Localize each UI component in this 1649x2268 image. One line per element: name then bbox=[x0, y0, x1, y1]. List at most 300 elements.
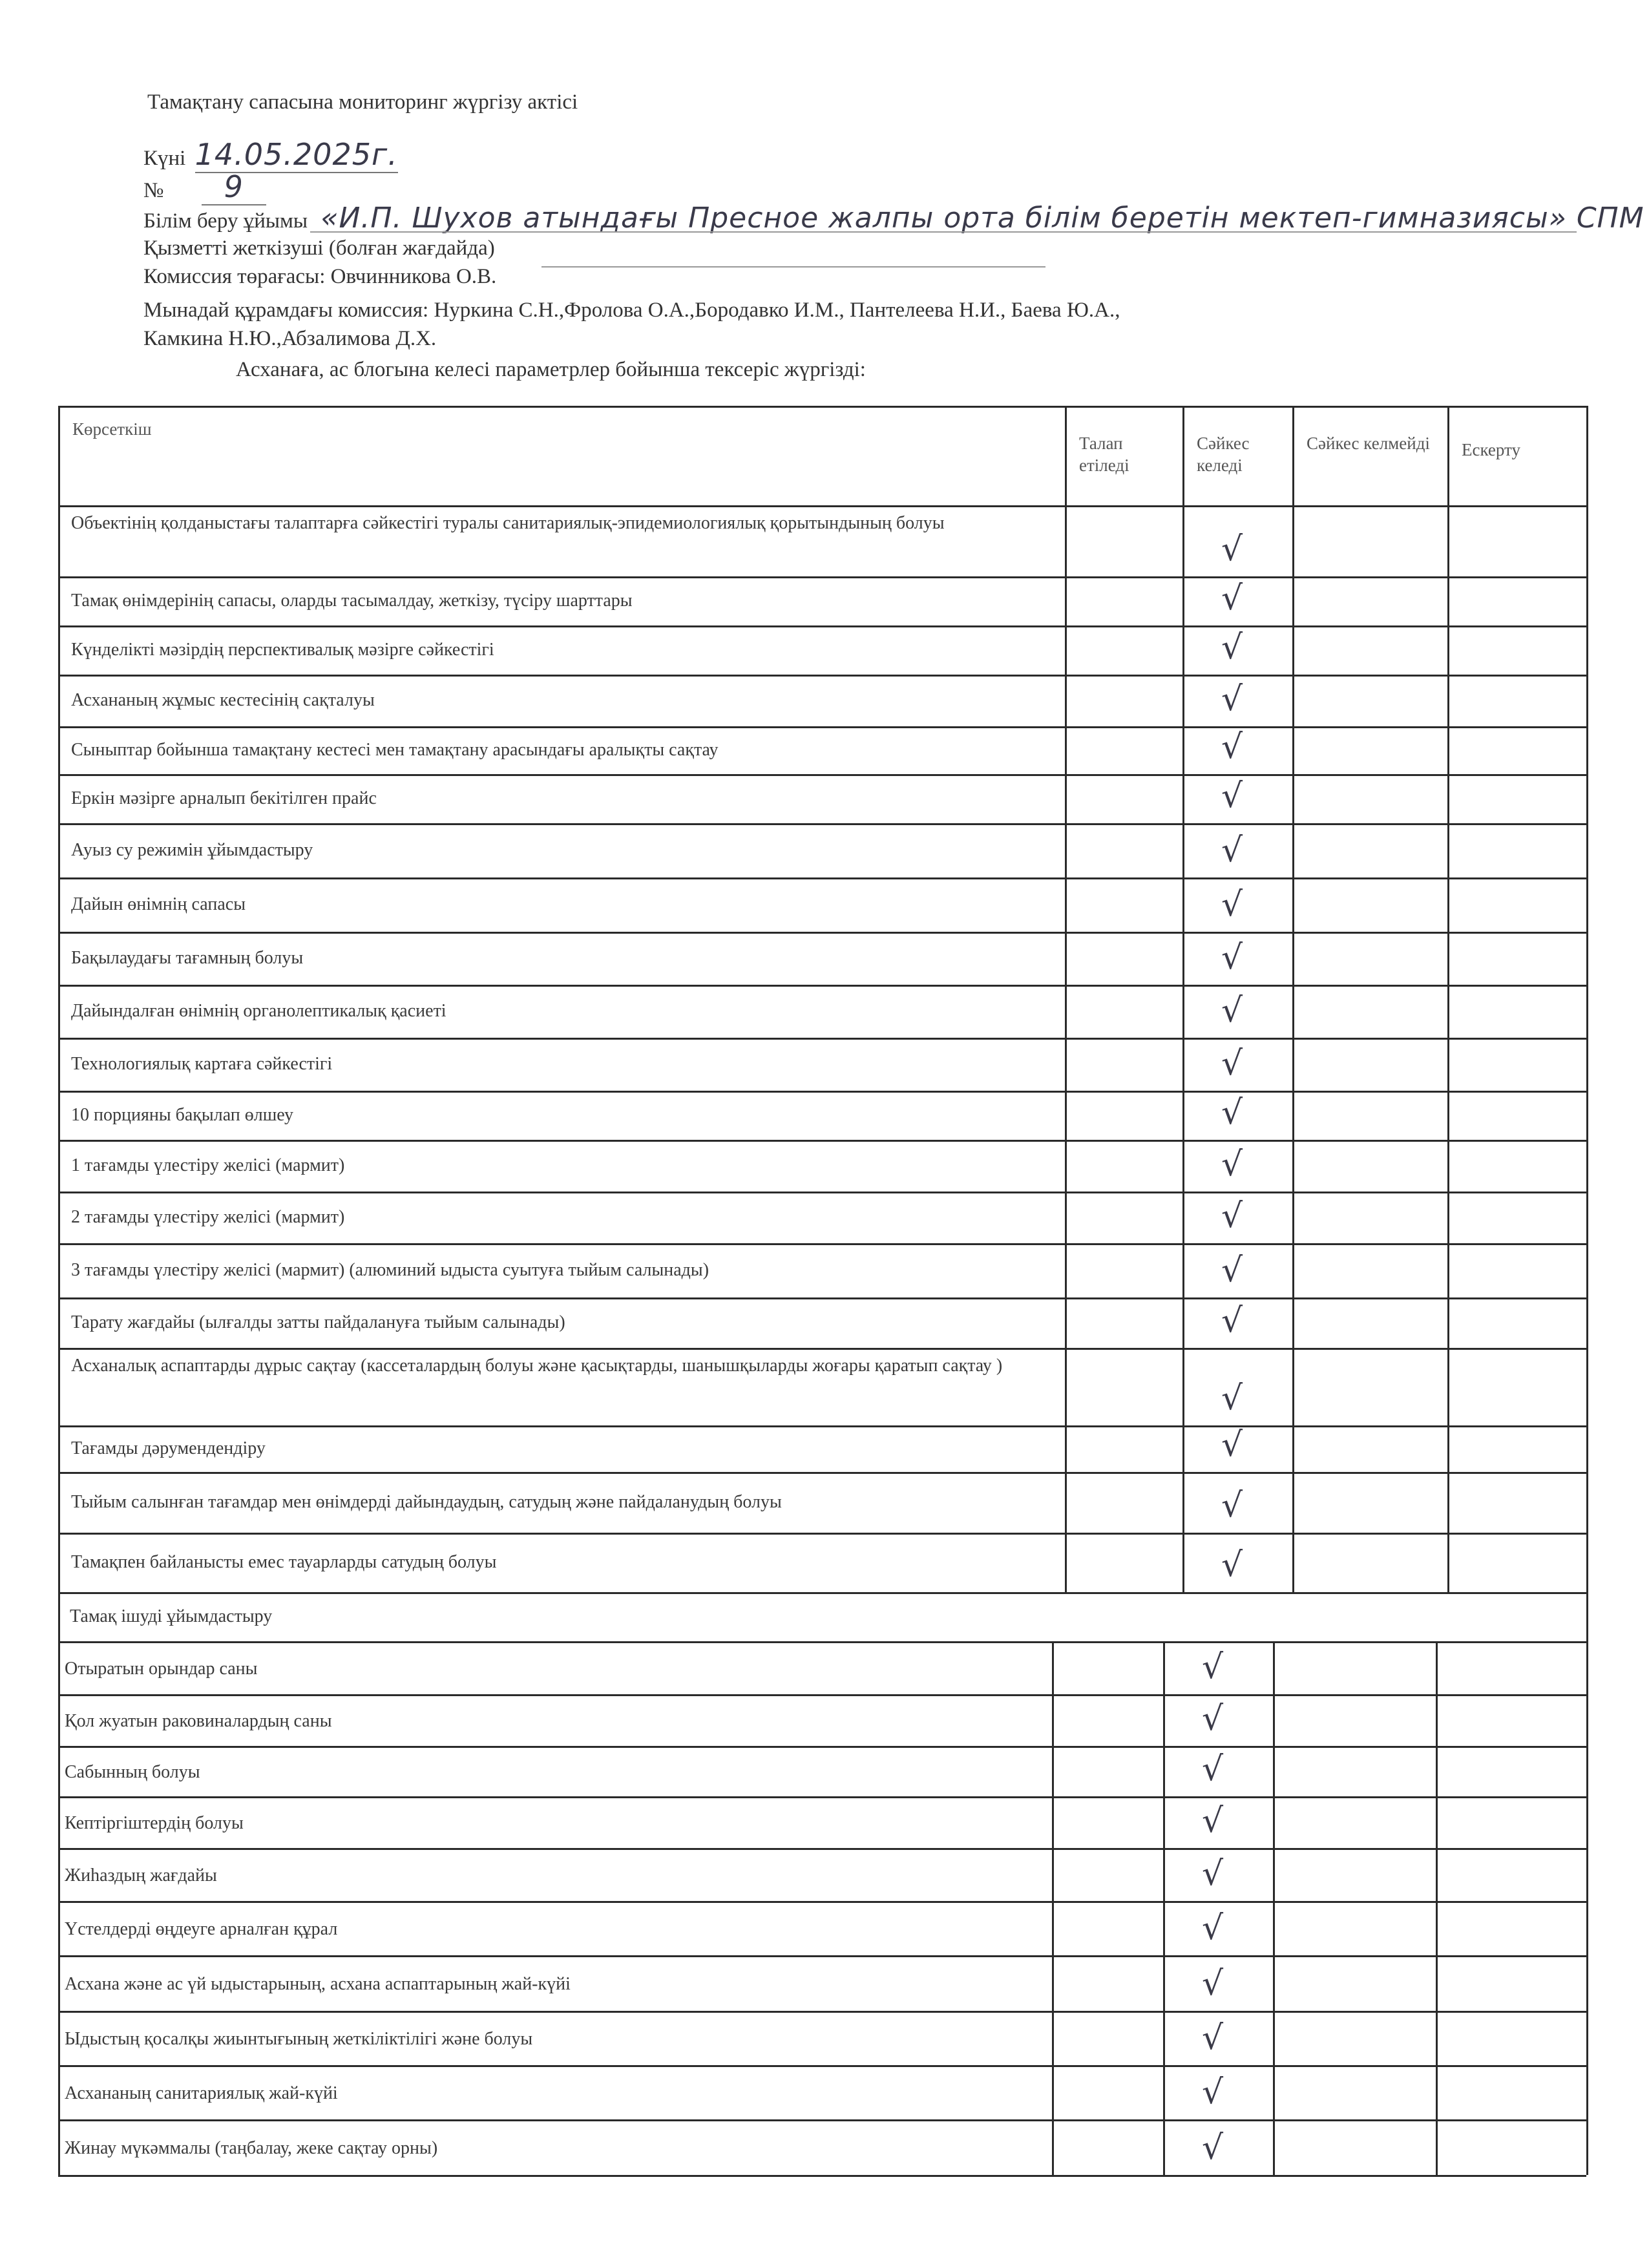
table-rule bbox=[58, 1533, 1586, 1535]
table-column-rule bbox=[1065, 1038, 1067, 1091]
table-column-rule bbox=[58, 1472, 60, 1533]
table-column-rule bbox=[1447, 675, 1449, 726]
table-column-rule bbox=[1052, 2011, 1054, 2065]
table-row-indicator: 3 тағамды үлестіру желісі (мармит) (алюминий ыдыста суытуға тыйым салынады) bbox=[71, 1260, 709, 1280]
table-rule bbox=[58, 1297, 1586, 1299]
table-row-indicator: Тыйым салынған тағамдар мен өнімдерді дайындаудың, сатудың және пайдаланудың болуы bbox=[71, 1492, 782, 1512]
table-column-rule bbox=[1586, 2011, 1588, 2065]
table-row-indicator: Дайындалған өнімнің органолептикалық қасиеті bbox=[71, 1001, 446, 1021]
table-column-rule bbox=[1292, 1297, 1294, 1348]
table-column-rule bbox=[1065, 1533, 1067, 1592]
table-column-rule bbox=[58, 675, 60, 726]
table-rule bbox=[58, 2011, 1586, 2013]
table-column-rule bbox=[1065, 1297, 1067, 1348]
table-column-rule bbox=[1586, 985, 1588, 1038]
table-column-rule bbox=[1586, 675, 1588, 726]
table-column-rule bbox=[1292, 1038, 1294, 1091]
check-mark-compliant: √ bbox=[1221, 1251, 1243, 1290]
supplier-label: Қызметті жеткізуші (болған жағдайда) bbox=[143, 236, 495, 260]
table-column-rule bbox=[1292, 1140, 1294, 1192]
table-column-rule bbox=[1447, 1297, 1449, 1348]
table-column-rule bbox=[1292, 406, 1294, 505]
table-column-rule bbox=[1586, 576, 1588, 625]
table-rule bbox=[58, 1901, 1586, 1903]
table-row-indicator: Тарату жағдайы (ылғалды затты пайдалануға тыйым салынады) bbox=[71, 1312, 565, 1332]
check-mark-compliant: √ bbox=[1221, 579, 1243, 618]
table-column-rule bbox=[1182, 1297, 1184, 1348]
table-column-rule bbox=[58, 1796, 60, 1848]
check-mark-compliant: √ bbox=[1221, 680, 1243, 719]
table-column-rule bbox=[1292, 932, 1294, 985]
table-rule bbox=[58, 1243, 1586, 1245]
table-row-indicator: Сыныптар бойынша тамақтану кестесі мен тамақтану арасындағы аралықты сақтау bbox=[71, 740, 719, 760]
table-column-rule bbox=[1447, 1533, 1449, 1592]
commission-members-2: Камкина Н.Ю.,Абзалимова Д.Х. bbox=[143, 327, 437, 350]
table-column-rule bbox=[1436, 2011, 1438, 2065]
table-column-rule bbox=[58, 1192, 60, 1243]
table-column-rule bbox=[1586, 1243, 1588, 1297]
table-column-rule bbox=[1182, 877, 1184, 932]
table-column-rule bbox=[1273, 1746, 1275, 1796]
supplier-row bbox=[143, 236, 495, 260]
table-column-rule bbox=[58, 1641, 60, 1694]
table-column-rule bbox=[58, 505, 60, 576]
table-row-indicator: Кептіргіштердің болуы bbox=[65, 1813, 244, 1833]
table-column-rule bbox=[1586, 1140, 1588, 1192]
table-column-rule bbox=[58, 1901, 60, 1955]
table-row-indicator: Ауыз су режимін ұйымдастыру bbox=[71, 840, 313, 860]
check-mark-compliant: √ bbox=[1221, 628, 1243, 667]
document-title: Тамақтану сапасына мониторинг жүргізу актісі bbox=[147, 90, 578, 114]
table-rule bbox=[58, 774, 1586, 776]
table-rule bbox=[58, 2119, 1586, 2121]
table-rule bbox=[58, 625, 1586, 627]
table-column-rule bbox=[1447, 576, 1449, 625]
school-value: «И.П. Шухов атындағы Пресное жалпы орта білім беретін мектеп-гимназиясы» СПМ bbox=[320, 202, 1644, 235]
table-column-rule bbox=[1273, 2119, 1275, 2175]
table-rule bbox=[58, 1038, 1586, 1040]
table-rule bbox=[58, 985, 1586, 987]
table-column-rule bbox=[1586, 1472, 1588, 1533]
table-column-rule bbox=[58, 1533, 60, 1592]
table-column-rule bbox=[1447, 1038, 1449, 1091]
table-column-rule bbox=[1163, 1848, 1165, 1901]
table-column-rule bbox=[1065, 774, 1067, 823]
table-column-rule bbox=[1273, 1796, 1275, 1848]
table-row-indicator: Жинау мүкәммалы (таңбалау, жеке сақтау орны) bbox=[65, 2138, 438, 2158]
table-column-rule bbox=[1586, 625, 1588, 675]
table-column-rule bbox=[1586, 505, 1588, 576]
table-column-rule bbox=[1586, 2119, 1588, 2175]
table-column-rule bbox=[1586, 1796, 1588, 1848]
table-column-rule bbox=[1292, 1533, 1294, 1592]
table-column-rule bbox=[1586, 2065, 1588, 2119]
table-rule bbox=[58, 877, 1586, 879]
table-column-rule bbox=[1182, 675, 1184, 726]
check-mark-compliant: √ bbox=[1221, 1379, 1243, 1418]
table-row-indicator: Бақылаудағы тағамның болуы bbox=[71, 948, 304, 968]
table-column-rule bbox=[1447, 1348, 1449, 1425]
table-rule bbox=[58, 823, 1586, 825]
table-column-rule bbox=[58, 877, 60, 932]
table-column-rule bbox=[1273, 1848, 1275, 1901]
table-column-rule bbox=[1182, 823, 1184, 877]
table-column-rule bbox=[1292, 1091, 1294, 1140]
table-row-indicator: Асхананың санитариялық жай-күйі bbox=[65, 2083, 338, 2103]
table-column-rule bbox=[1052, 1694, 1054, 1746]
table-column-rule bbox=[1273, 2011, 1275, 2065]
table-column-rule bbox=[1436, 1694, 1438, 1746]
check-mark-compliant: √ bbox=[1202, 2128, 1224, 2167]
date-label: Күні bbox=[143, 147, 186, 170]
table-column-rule bbox=[1182, 1091, 1184, 1140]
table-column-rule bbox=[1447, 877, 1449, 932]
table-column-rule bbox=[58, 774, 60, 823]
table-column-rule bbox=[1182, 406, 1184, 505]
header-indicator: Көрсеткіш bbox=[72, 419, 152, 439]
table-column-rule bbox=[1163, 2011, 1165, 2065]
check-mark-compliant: √ bbox=[1221, 777, 1243, 815]
table-column-rule bbox=[1052, 1796, 1054, 1848]
table-column-rule bbox=[1052, 1901, 1054, 1955]
table-column-rule bbox=[58, 1348, 60, 1425]
table-column-rule bbox=[58, 1297, 60, 1348]
table-column-rule bbox=[1182, 505, 1184, 576]
table-column-rule bbox=[1447, 932, 1449, 985]
school-label: Білім беру ұйымы bbox=[143, 209, 308, 233]
table-row-indicator: Ыдыстың қосалқы жиынтығының жеткіліктілігі және болуы bbox=[65, 2029, 533, 2049]
table-rule bbox=[58, 1091, 1586, 1093]
table-column-rule bbox=[1447, 505, 1449, 576]
table-column-rule bbox=[58, 985, 60, 1038]
table-column-rule bbox=[1436, 1796, 1438, 1848]
table-row-indicator: Тағамды дәрумендендіру bbox=[71, 1438, 266, 1458]
table-column-rule bbox=[1447, 1243, 1449, 1297]
header-compliant: Сәйкес келеді bbox=[1197, 434, 1250, 475]
table-column-rule bbox=[58, 406, 60, 505]
table-row-indicator: Отыратын орындар саны bbox=[65, 1659, 258, 1679]
table-column-rule bbox=[58, 1140, 60, 1192]
number-row bbox=[143, 169, 266, 205]
table-column-rule bbox=[1586, 1746, 1588, 1796]
table-column-rule bbox=[1436, 2065, 1438, 2119]
table-column-rule bbox=[1065, 1348, 1067, 1425]
table-row-indicator: Тамақ өнімдерінің сапасы, оларды тасымалдау, жеткізу, түсіру шарттары bbox=[71, 591, 633, 611]
table-column-rule bbox=[58, 2119, 60, 2175]
check-mark-compliant: √ bbox=[1221, 1425, 1243, 1464]
table-rule bbox=[58, 1140, 1586, 1142]
table-column-rule bbox=[1065, 1243, 1067, 1297]
table-column-rule bbox=[1065, 1425, 1067, 1472]
table-column-rule bbox=[1586, 1038, 1588, 1091]
table-row-indicator: Сабынның болуы bbox=[65, 1762, 200, 1782]
table-column-rule bbox=[1182, 1140, 1184, 1192]
table-column-rule bbox=[1182, 1472, 1184, 1533]
table-rule bbox=[58, 576, 1586, 578]
table-column-rule bbox=[1586, 1348, 1588, 1425]
table-column-rule bbox=[58, 625, 60, 675]
check-mark-compliant: √ bbox=[1202, 1750, 1224, 1789]
table-rule bbox=[58, 1746, 1586, 1748]
table-column-rule bbox=[1586, 774, 1588, 823]
table-column-rule bbox=[1586, 1901, 1588, 1955]
table-column-rule bbox=[1065, 877, 1067, 932]
table-column-rule bbox=[58, 1746, 60, 1796]
table-column-rule bbox=[1065, 675, 1067, 726]
table-column-rule bbox=[1163, 1901, 1165, 1955]
table-column-rule bbox=[1163, 2065, 1165, 2119]
table-column-rule bbox=[1447, 625, 1449, 675]
table-row-indicator: Технологиялық картаға сәйкестігі bbox=[71, 1054, 333, 1074]
check-mark-compliant: √ bbox=[1221, 831, 1243, 870]
inspection-intro: Асханаға, ас блогына келесі параметрлер бойынша тексеріс жүргізді: bbox=[236, 358, 866, 381]
table-column-rule bbox=[1292, 1425, 1294, 1472]
table-column-rule bbox=[58, 726, 60, 774]
school-underline bbox=[310, 231, 1577, 233]
table-column-rule bbox=[1447, 774, 1449, 823]
table-column-rule bbox=[1182, 1192, 1184, 1243]
check-mark-compliant: √ bbox=[1202, 1909, 1224, 1948]
table-column-rule bbox=[1292, 1192, 1294, 1243]
header-noncompliant: Сәйкес келмейді bbox=[1307, 434, 1430, 453]
table-row-indicator: Еркін мәзірге арналып бекітілген прайс bbox=[71, 788, 377, 808]
table-rule bbox=[58, 1348, 1586, 1350]
table-column-rule bbox=[1447, 406, 1449, 505]
check-mark-compliant: √ bbox=[1202, 2019, 1224, 2057]
table-column-rule bbox=[58, 1694, 60, 1746]
table-rule bbox=[58, 2175, 1586, 2177]
header-note: Ескерту bbox=[1462, 440, 1520, 459]
table-rule bbox=[58, 726, 1586, 728]
table-rule bbox=[58, 1955, 1586, 1957]
table-column-rule bbox=[1065, 823, 1067, 877]
supplier-underline bbox=[541, 266, 1045, 268]
table-column-rule bbox=[1586, 1091, 1588, 1140]
check-mark-compliant: √ bbox=[1221, 1197, 1243, 1235]
table-column-rule bbox=[1292, 625, 1294, 675]
table-column-rule bbox=[1436, 1955, 1438, 2011]
table-column-rule bbox=[1586, 823, 1588, 877]
table-rule bbox=[58, 505, 1586, 507]
table-column-rule bbox=[1586, 1592, 1588, 1641]
table-rule bbox=[58, 1848, 1586, 1850]
table-row-indicator: Асхана және ас үй ыдыстарының, асхана аспаптарының жай-күйі bbox=[65, 1974, 571, 1994]
table-column-rule bbox=[1292, 774, 1294, 823]
table-column-rule bbox=[1182, 932, 1184, 985]
table-column-rule bbox=[1586, 1955, 1588, 2011]
table-column-rule bbox=[1182, 1038, 1184, 1091]
table-column-rule bbox=[1065, 1192, 1067, 1243]
table-column-rule bbox=[1447, 1091, 1449, 1140]
table-column-rule bbox=[1292, 877, 1294, 932]
check-mark-compliant: √ bbox=[1221, 938, 1243, 977]
check-mark-compliant: √ bbox=[1221, 1145, 1243, 1184]
table-row-indicator: Асхананың жұмыс кестесінің сақталуы bbox=[71, 690, 375, 710]
table-column-rule bbox=[1273, 2065, 1275, 2119]
table-column-rule bbox=[58, 1592, 60, 1641]
table-column-rule bbox=[1586, 1848, 1588, 1901]
table-column-rule bbox=[1447, 1192, 1449, 1243]
table-column-rule bbox=[1292, 505, 1294, 576]
number-label: № bbox=[143, 179, 164, 202]
table-column-rule bbox=[58, 2065, 60, 2119]
table-column-rule bbox=[58, 2011, 60, 2065]
table-column-rule bbox=[1182, 1425, 1184, 1472]
check-mark-compliant: √ bbox=[1221, 1044, 1243, 1083]
table-column-rule bbox=[1586, 1425, 1588, 1472]
table-column-rule bbox=[1292, 576, 1294, 625]
table-row-indicator: Дайын өнімнің сапасы bbox=[71, 894, 246, 914]
table-column-rule bbox=[1182, 726, 1184, 774]
table-column-rule bbox=[1065, 625, 1067, 675]
table-column-rule bbox=[1052, 1955, 1054, 2011]
table-column-rule bbox=[1182, 576, 1184, 625]
table-column-rule bbox=[1292, 1348, 1294, 1425]
table-column-rule bbox=[1586, 726, 1588, 774]
document-header bbox=[0, 0, 1649, 381]
check-mark-compliant: √ bbox=[1202, 1648, 1224, 1686]
table-column-rule bbox=[1586, 1533, 1588, 1592]
table-row-indicator: Асханалық аспаптарды дұрыс сақтау (кассеталардың болуы және қасықтарды, шанышқыларды жоғары қаратып сақтау ) bbox=[71, 1356, 1003, 1376]
table-column-rule bbox=[58, 932, 60, 985]
table-column-rule bbox=[1292, 1472, 1294, 1533]
table-row-indicator: 2 тағамды үлестіру желісі (мармит) bbox=[71, 1207, 345, 1227]
section-title: Тамақ ішуді ұйымдастыру bbox=[70, 1606, 273, 1626]
table-rule bbox=[58, 1592, 1586, 1594]
table-column-rule bbox=[1065, 406, 1067, 505]
table-rule bbox=[58, 1796, 1586, 1798]
table-column-rule bbox=[1436, 1641, 1438, 1694]
table-row-indicator: Қол жуатын раковиналардың саны bbox=[65, 1711, 332, 1731]
table-rule bbox=[58, 1694, 1586, 1696]
check-mark-compliant: √ bbox=[1221, 1301, 1243, 1340]
check-mark-compliant: √ bbox=[1202, 1854, 1224, 1893]
table-column-rule bbox=[1065, 985, 1067, 1038]
check-mark-compliant: √ bbox=[1202, 1699, 1224, 1738]
table-column-rule bbox=[1065, 505, 1067, 576]
table-column-rule bbox=[1292, 1243, 1294, 1297]
commission-chair: Комиссия төрағасы: Овчинникова О.В. bbox=[143, 265, 497, 288]
table-column-rule bbox=[1182, 1348, 1184, 1425]
table-column-rule bbox=[1065, 1472, 1067, 1533]
table-column-rule bbox=[58, 1425, 60, 1472]
table-column-rule bbox=[1052, 1746, 1054, 1796]
check-mark-compliant: √ bbox=[1221, 1093, 1243, 1132]
table-column-rule bbox=[1447, 1472, 1449, 1533]
table-column-rule bbox=[1586, 877, 1588, 932]
table-column-rule bbox=[1586, 932, 1588, 985]
table-row-indicator: Тамақпен байланысты емес тауарларды сатудың болуы bbox=[71, 1552, 497, 1572]
table-column-rule bbox=[1182, 774, 1184, 823]
table-column-rule bbox=[1163, 1746, 1165, 1796]
table-column-rule bbox=[1065, 932, 1067, 985]
table-column-rule bbox=[1052, 1848, 1054, 1901]
school-row bbox=[143, 202, 1644, 235]
table-column-rule bbox=[1163, 1796, 1165, 1848]
table-column-rule bbox=[1065, 726, 1067, 774]
table-column-rule bbox=[1065, 1140, 1067, 1192]
table-row-indicator: 10 порцияны бақылап өлшеу bbox=[71, 1105, 293, 1125]
check-mark-compliant: √ bbox=[1221, 1486, 1243, 1525]
table-column-rule bbox=[1436, 2119, 1438, 2175]
check-mark-compliant: √ bbox=[1221, 991, 1243, 1030]
check-mark-compliant: √ bbox=[1221, 530, 1243, 569]
table-column-rule bbox=[1273, 1641, 1275, 1694]
table-column-rule bbox=[1292, 985, 1294, 1038]
table-rule bbox=[58, 1472, 1586, 1474]
check-mark-compliant: √ bbox=[1221, 728, 1243, 766]
table-column-rule bbox=[1292, 823, 1294, 877]
table-column-rule bbox=[1182, 1533, 1184, 1592]
table-rule bbox=[58, 2065, 1586, 2067]
table-column-rule bbox=[1436, 1848, 1438, 1901]
table-column-rule bbox=[1182, 985, 1184, 1038]
table-column-rule bbox=[1586, 1297, 1588, 1348]
table-column-rule bbox=[1163, 1955, 1165, 2011]
table-column-rule bbox=[1447, 726, 1449, 774]
table-column-rule bbox=[1436, 1901, 1438, 1955]
date-value: 14.05.2025г. bbox=[194, 137, 398, 172]
table-column-rule bbox=[1586, 1694, 1588, 1746]
check-mark-compliant: √ bbox=[1202, 2073, 1224, 2112]
commission-members-1: Мынадай құрамдағы комиссия: Нуркина С.Н.,Фролова О.А.,Бородавко И.М., Пантелеева Н.И., Баева Ю.А., bbox=[143, 299, 1120, 322]
table-column-rule bbox=[1052, 2119, 1054, 2175]
table-column-rule bbox=[58, 1955, 60, 2011]
table-column-rule bbox=[1052, 2065, 1054, 2119]
check-mark-compliant: √ bbox=[1202, 1801, 1224, 1840]
table-rule bbox=[58, 1641, 1586, 1643]
table-column-rule bbox=[1292, 675, 1294, 726]
table-row-indicator: Жиһаздың жағдайы bbox=[65, 1865, 217, 1885]
table-rule bbox=[58, 932, 1586, 934]
table-column-rule bbox=[1163, 1694, 1165, 1746]
table-column-rule bbox=[1182, 1243, 1184, 1297]
table-column-rule bbox=[1163, 2119, 1165, 2175]
table-column-rule bbox=[1065, 576, 1067, 625]
table-column-rule bbox=[1447, 1140, 1449, 1192]
table-column-rule bbox=[1586, 1192, 1588, 1243]
check-mark-compliant: √ bbox=[1221, 1546, 1243, 1584]
table-column-rule bbox=[58, 576, 60, 625]
table-column-rule bbox=[58, 1038, 60, 1091]
table-rule bbox=[58, 1425, 1586, 1427]
table-column-rule bbox=[1273, 1901, 1275, 1955]
table-row-indicator: 1 тағамды үлестіру желісі (мармит) bbox=[71, 1155, 345, 1175]
table-column-rule bbox=[58, 1091, 60, 1140]
table-column-rule bbox=[58, 1848, 60, 1901]
table-column-rule bbox=[1447, 985, 1449, 1038]
check-mark-compliant: √ bbox=[1221, 885, 1243, 924]
table-column-rule bbox=[1182, 625, 1184, 675]
table-row-indicator: Объектінің қолданыстағы талаптарға сәйкестігі туралы санитариялық-эпидемиологиялық қорытындының болуы bbox=[71, 513, 945, 533]
table-rule bbox=[58, 675, 1586, 677]
table-column-rule bbox=[1273, 1694, 1275, 1746]
check-mark-compliant: √ bbox=[1202, 1964, 1224, 2003]
table-column-rule bbox=[58, 1243, 60, 1297]
table-row-indicator: Күнделікті мәзірдің перспективалық мәзірге сәйкестігі bbox=[71, 640, 494, 660]
table-column-rule bbox=[1163, 1641, 1165, 1694]
table-column-rule bbox=[1586, 406, 1588, 505]
table-column-rule bbox=[1447, 823, 1449, 877]
table-column-rule bbox=[1292, 726, 1294, 774]
table-rule bbox=[58, 1192, 1586, 1193]
table-column-rule bbox=[1273, 1955, 1275, 2011]
table-column-rule bbox=[1447, 1425, 1449, 1472]
table-column-rule bbox=[1436, 1746, 1438, 1796]
date-row bbox=[143, 137, 398, 173]
table-column-rule bbox=[58, 823, 60, 877]
table-column-rule bbox=[1586, 1641, 1588, 1694]
